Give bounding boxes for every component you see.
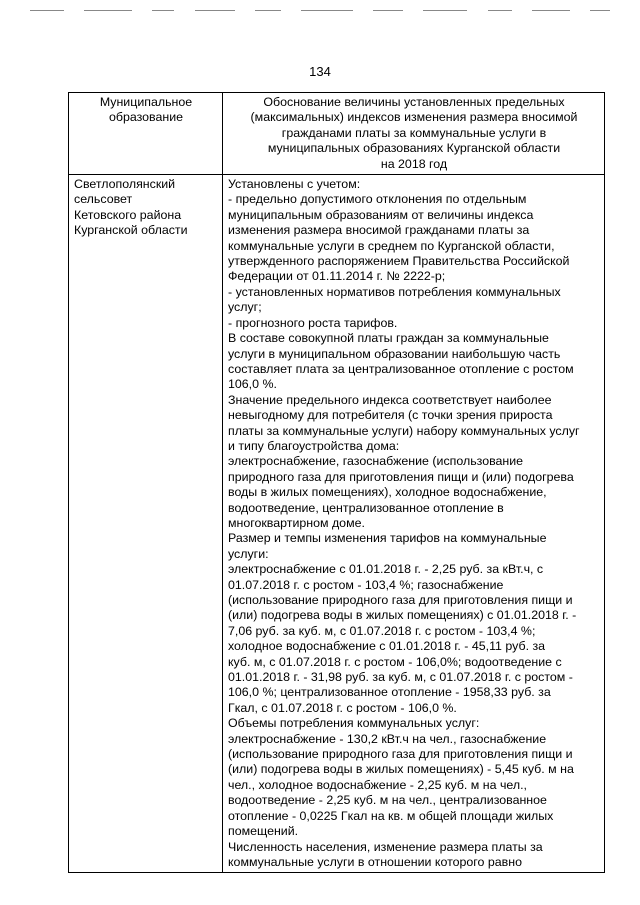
justification-text-line: (или) подогрева воды в жилых помещениях) с 01.01.2018 г. - — [228, 608, 577, 623]
header-text-line: Муниципальное — [99, 95, 193, 109]
page-number: 134 — [309, 64, 331, 79]
justification-text-line: 106,0 %; централизованное отопление - 1958,33 руб. за — [228, 685, 551, 700]
municipality-cell — [69, 175, 223, 873]
justification-text-line: услуги в муниципальном образовании наибольшую часть — [228, 346, 561, 361]
justification-text-line: электроснабжение с 01.01.2018 г. - 2,25 руб. за кВт.ч, с — [228, 562, 544, 577]
justification-text-line: Гкал, с 01.07.2018 г. с ростом - 106,0 %. — [228, 700, 457, 715]
justification-text-line: Объемы потребления коммунальных услуг: — [228, 716, 480, 731]
header-text-line: (максимальных) индексов изменения размера вносимой — [250, 110, 578, 125]
justification-text-line: чел., холодное водоснабжение - 2,25 куб. м на чел., — [228, 777, 527, 792]
header-text-line: образование — [108, 110, 184, 125]
justification-text-line: воды в жилых помещениях), холодное водоснабжение, — [228, 485, 547, 500]
justification-text-line: Федерации от 01.11.2014 г. № 2222-р; — [228, 269, 446, 284]
justification-text-line: (использование природного газа для приготовления пищи и — [228, 747, 573, 762]
justification-text-line: многоквартирном доме. — [228, 515, 365, 530]
table-header-row — [69, 93, 605, 175]
justification-text-line: Численность населения, изменение размера платы за — [228, 839, 543, 854]
justification-text-line: отопление - 0,0225 Гкал на кв. м общей площади жилых — [228, 808, 554, 823]
justification-text-line: коммунальные услуги в среднем по Курганской области, — [228, 238, 555, 253]
justification-text-line: муниципальным образованиям от величины индекса — [228, 207, 534, 222]
justification-cell — [223, 175, 605, 873]
justification-text-line: водоотведение - 2,25 куб. м на чел., централизованное — [228, 793, 547, 808]
justification-text-line: и типу благоустройства дома: — [228, 438, 400, 453]
municipality-text-line: Курганской области — [74, 223, 188, 238]
justification-text-line: Значение предельного индекса соответствует наиболее — [228, 392, 552, 407]
justification-text-line: - установленных нормативов потребления коммунальных — [228, 284, 561, 299]
scan-artifact-marks — [30, 10, 610, 12]
justification-text-line: невыгодному для потребителя (с точки зрения прироста — [228, 408, 553, 423]
justification-text-line: услуг; — [228, 300, 262, 315]
municipality-text-line: Светлополянский — [74, 177, 176, 192]
justification-text-line: Размер и темпы изменения тарифов на коммунальные — [228, 531, 547, 546]
justification-text-line: куб. м, с 01.07.2018 г. с ростом - 106,0%; водоотведение с — [228, 654, 562, 669]
header-text-line: Обоснование величины установленных предельных — [263, 95, 565, 109]
header-text-line: гражданами платы за коммунальные услуги в — [281, 125, 547, 140]
justification-text-line: - прогнозного роста тарифов. — [228, 315, 398, 330]
justification-text-line: (или) подогрева воды в жилых помещениях) - 5,45 куб. м на — [228, 762, 574, 777]
justification-text-line: В составе совокупной платы граждан за коммунальные — [228, 331, 549, 346]
justification-text-line: изменения размера вносимой гражданами платы за — [228, 223, 530, 238]
justification-text-line: коммунальные услуги в отношении которого равно — [228, 854, 522, 869]
justification-text-line: помещений. — [228, 824, 299, 839]
justification-text-line: водоотведение, централизованное отопление в — [228, 500, 504, 515]
justification-text-line: 01.07.2018 г. с ростом - 103,4 %; газоснабжение — [228, 577, 504, 592]
justification-text-line: электроснабжение, газоснабжение (использование — [228, 454, 524, 469]
municipality-text-line: сельсовет — [74, 192, 133, 207]
justification-text-line: 01.01.2018 г. - 31,98 руб. за куб. м, с 01.07.2018 г. с ростом - — [228, 670, 573, 685]
municipality-text-line: Кетовского района — [74, 207, 182, 222]
justification-text-line: (использование природного газа для приготовления пищи и — [228, 593, 573, 607]
table-row — [69, 175, 605, 873]
header-municipality — [69, 93, 223, 175]
justification-text-line: услуги: — [228, 546, 269, 561]
justification-text-line: 106,0 %. — [228, 377, 277, 392]
header-text-line: на 2018 год — [380, 156, 448, 171]
justification-text-line: Установлены с учетом: — [228, 177, 361, 192]
justification-table — [68, 92, 605, 873]
justification-text-line: утвержденного распоряжением Правительства Российской — [228, 254, 570, 269]
header-justification — [223, 93, 605, 175]
justification-text-line: - предельно допустимого отклонения по отдельным — [228, 192, 527, 207]
header-text-line: муниципальных образованиях Курганской области — [267, 141, 561, 156]
justification-text-line: холодное водоснабжение с 01.01.2018 г. - 45,11 руб. за — [228, 639, 546, 654]
justification-text-line: составляет плата за централизованное отопление с ростом — [228, 361, 574, 376]
justification-text-line: природного газа для приготовления пищи и (или) подогрева — [228, 469, 574, 484]
justification-text-line: электроснабжение - 130,2 кВт.ч на чел., газоснабжение — [228, 731, 547, 746]
justification-text-line: 7,06 руб. за куб. м, с 01.07.2018 г. с ростом - 103,4 %; — [228, 623, 536, 638]
justification-text-line: платы за коммунальные услуги) набору коммунальных услуг — [228, 423, 580, 438]
